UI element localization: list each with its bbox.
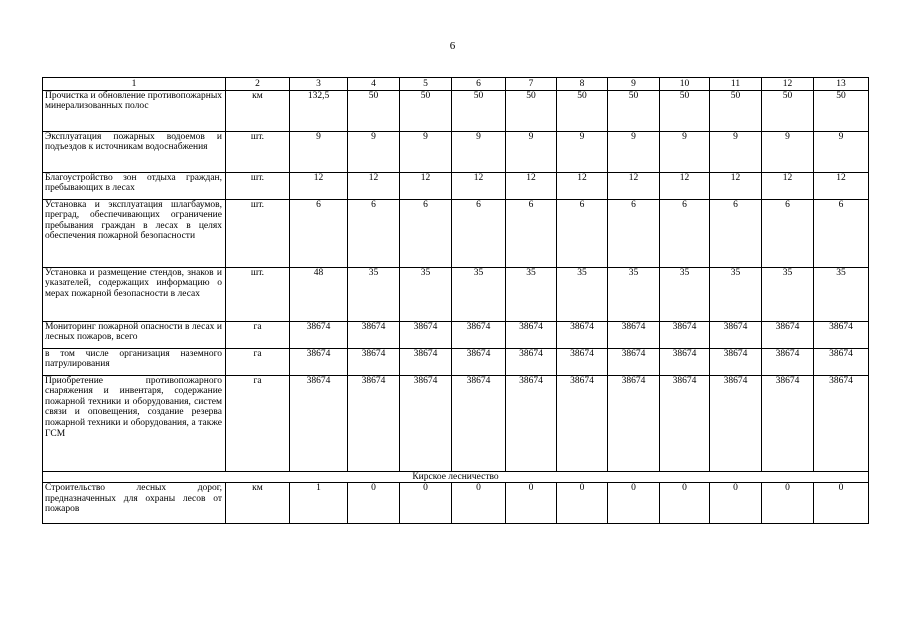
value-cell: 38674 [400, 348, 452, 375]
section-row [43, 471, 869, 483]
value-cell: 35 [557, 267, 608, 321]
value-cell: 50 [557, 90, 608, 131]
value-cell: 9 [660, 131, 710, 172]
value-cell: 1 [290, 483, 348, 524]
value-cell: 9 [348, 131, 400, 172]
value-cell: 35 [506, 267, 557, 321]
table-body [43, 90, 869, 524]
activity-name-cell: Установка и размещение стендов, знаков и указателей, содержащих информацию о мерах пожарной безопасности в лесах [43, 267, 226, 321]
value-cell: 38674 [290, 348, 348, 375]
value-cell: 6 [290, 199, 348, 267]
value-cell: 38674 [506, 348, 557, 375]
value-cell: 0 [660, 483, 710, 524]
table-row [43, 267, 869, 321]
header-cell: 1 [43, 78, 226, 91]
value-cell: 9 [400, 131, 452, 172]
header-row [43, 78, 869, 91]
table-header [43, 78, 869, 91]
value-cell: 38674 [557, 348, 608, 375]
table-row [43, 172, 869, 199]
value-cell: 35 [608, 267, 660, 321]
value-cell: 38674 [608, 348, 660, 375]
value-cell: 6 [557, 199, 608, 267]
value-cell: 9 [814, 131, 869, 172]
value-cell: 35 [660, 267, 710, 321]
value-cell: 38674 [348, 348, 400, 375]
value-cell: 0 [452, 483, 506, 524]
value-cell: 12 [506, 172, 557, 199]
page-number: 6 [449, 40, 456, 52]
value-cell: 132,5 [290, 90, 348, 131]
value-cell: 9 [290, 131, 348, 172]
header-cell: 2 [226, 78, 290, 91]
header-cell: 4 [348, 78, 400, 91]
value-cell: 38674 [608, 375, 660, 471]
value-cell: 9 [608, 131, 660, 172]
value-cell: 9 [710, 131, 762, 172]
value-cell: 38674 [506, 375, 557, 471]
value-cell: 0 [814, 483, 869, 524]
activity-name-cell: Эксплуатация пожарных водоемов и подъездов к источникам водоснабжения [43, 131, 226, 172]
header-cell: 13 [814, 78, 869, 91]
value-cell: 12 [348, 172, 400, 199]
value-cell: 38674 [506, 321, 557, 348]
value-cell: 38674 [710, 348, 762, 375]
value-cell: 6 [348, 199, 400, 267]
value-cell: 9 [557, 131, 608, 172]
value-cell: 50 [814, 90, 869, 131]
value-cell: 12 [660, 172, 710, 199]
value-cell: 6 [710, 199, 762, 267]
unit-cell: шт. [226, 172, 290, 199]
activity-name-cell: Приобретение противопожарного снаряжения и инвентаря, содержание пожарной техники и оборудования, систем связи и оповещения, создание резерва пожарной техники и оборудования, а также ГСМ [43, 375, 226, 471]
value-cell: 50 [608, 90, 660, 131]
value-cell: 38674 [710, 321, 762, 348]
unit-cell: км [226, 90, 290, 131]
value-cell: 0 [506, 483, 557, 524]
value-cell: 38674 [348, 321, 400, 348]
value-cell: 48 [290, 267, 348, 321]
table-row [43, 321, 869, 348]
value-cell: 38674 [400, 375, 452, 471]
value-cell: 50 [710, 90, 762, 131]
value-cell: 50 [506, 90, 557, 131]
header-cell: 10 [660, 78, 710, 91]
header-cell: 8 [557, 78, 608, 91]
value-cell: 35 [762, 267, 814, 321]
section-title: Кирское лесничество [43, 471, 869, 483]
value-cell: 12 [608, 172, 660, 199]
value-cell: 6 [452, 199, 506, 267]
value-cell: 38674 [710, 375, 762, 471]
value-cell: 38674 [557, 321, 608, 348]
value-cell: 0 [348, 483, 400, 524]
value-cell: 35 [814, 267, 869, 321]
value-cell: 6 [608, 199, 660, 267]
activity-name-cell: Установка и эксплуатация шлагбаумов, преград, обеспечивающих ограничение пребывания граждан в лесах в целях обеспечения пожарной безопасности [43, 199, 226, 267]
value-cell: 50 [348, 90, 400, 131]
unit-cell: шт. [226, 267, 290, 321]
value-cell: 12 [762, 172, 814, 199]
value-cell: 38674 [762, 375, 814, 471]
value-cell: 38674 [452, 321, 506, 348]
value-cell: 38674 [608, 321, 660, 348]
value-cell: 38674 [814, 348, 869, 375]
header-cell: 9 [608, 78, 660, 91]
fire-safety-table [42, 77, 869, 524]
value-cell: 9 [762, 131, 814, 172]
value-cell: 38674 [290, 375, 348, 471]
value-cell: 35 [452, 267, 506, 321]
value-cell: 6 [660, 199, 710, 267]
unit-cell: га [226, 348, 290, 375]
header-cell: 3 [290, 78, 348, 91]
value-cell: 50 [452, 90, 506, 131]
value-cell: 38674 [290, 321, 348, 348]
value-cell: 35 [348, 267, 400, 321]
value-cell: 0 [608, 483, 660, 524]
activity-name-cell: Прочистка и обновление противопожарных минерализованных полос [43, 90, 226, 131]
table-row [43, 483, 869, 524]
value-cell: 38674 [762, 348, 814, 375]
value-cell: 38674 [660, 375, 710, 471]
activity-name-cell: в том числе организация наземного патрулирования [43, 348, 226, 375]
table-row [43, 90, 869, 131]
header-cell: 11 [710, 78, 762, 91]
value-cell: 38674 [452, 348, 506, 375]
value-cell: 38674 [814, 321, 869, 348]
activity-name-cell: Благоустройство зон отдыха граждан, пребывающих в лесах [43, 172, 226, 199]
value-cell: 38674 [814, 375, 869, 471]
table-row [43, 131, 869, 172]
unit-cell: га [226, 321, 290, 348]
value-cell: 38674 [660, 321, 710, 348]
value-cell: 50 [660, 90, 710, 131]
value-cell: 0 [557, 483, 608, 524]
activity-name-cell: Строительство лесных дорог, предназначенных для охраны лесов от пожаров [43, 483, 226, 524]
activity-name-cell: Мониторинг пожарной опасности в лесах и лесных пожаров, всего [43, 321, 226, 348]
header-cell: 12 [762, 78, 814, 91]
value-cell: 38674 [400, 321, 452, 348]
value-cell: 9 [452, 131, 506, 172]
table-row [43, 199, 869, 267]
value-cell: 38674 [452, 375, 506, 471]
header-cell: 5 [400, 78, 452, 91]
value-cell: 9 [506, 131, 557, 172]
value-cell: 38674 [762, 321, 814, 348]
table-row [43, 348, 869, 375]
value-cell: 0 [710, 483, 762, 524]
value-cell: 35 [400, 267, 452, 321]
value-cell: 12 [814, 172, 869, 199]
value-cell: 38674 [660, 348, 710, 375]
value-cell: 35 [710, 267, 762, 321]
value-cell: 50 [400, 90, 452, 131]
value-cell: 12 [710, 172, 762, 199]
unit-cell: га [226, 375, 290, 471]
value-cell: 12 [557, 172, 608, 199]
unit-cell: км [226, 483, 290, 524]
unit-cell: шт. [226, 131, 290, 172]
value-cell: 6 [814, 199, 869, 267]
value-cell: 12 [452, 172, 506, 199]
header-cell: 7 [506, 78, 557, 91]
header-cell: 6 [452, 78, 506, 91]
value-cell: 0 [762, 483, 814, 524]
value-cell: 12 [290, 172, 348, 199]
value-cell: 50 [762, 90, 814, 131]
value-cell: 0 [400, 483, 452, 524]
unit-cell: шт. [226, 199, 290, 267]
table-row [43, 375, 869, 471]
value-cell: 12 [400, 172, 452, 199]
value-cell: 6 [506, 199, 557, 267]
value-cell: 38674 [557, 375, 608, 471]
value-cell: 6 [762, 199, 814, 267]
value-cell: 6 [400, 199, 452, 267]
value-cell: 38674 [348, 375, 400, 471]
